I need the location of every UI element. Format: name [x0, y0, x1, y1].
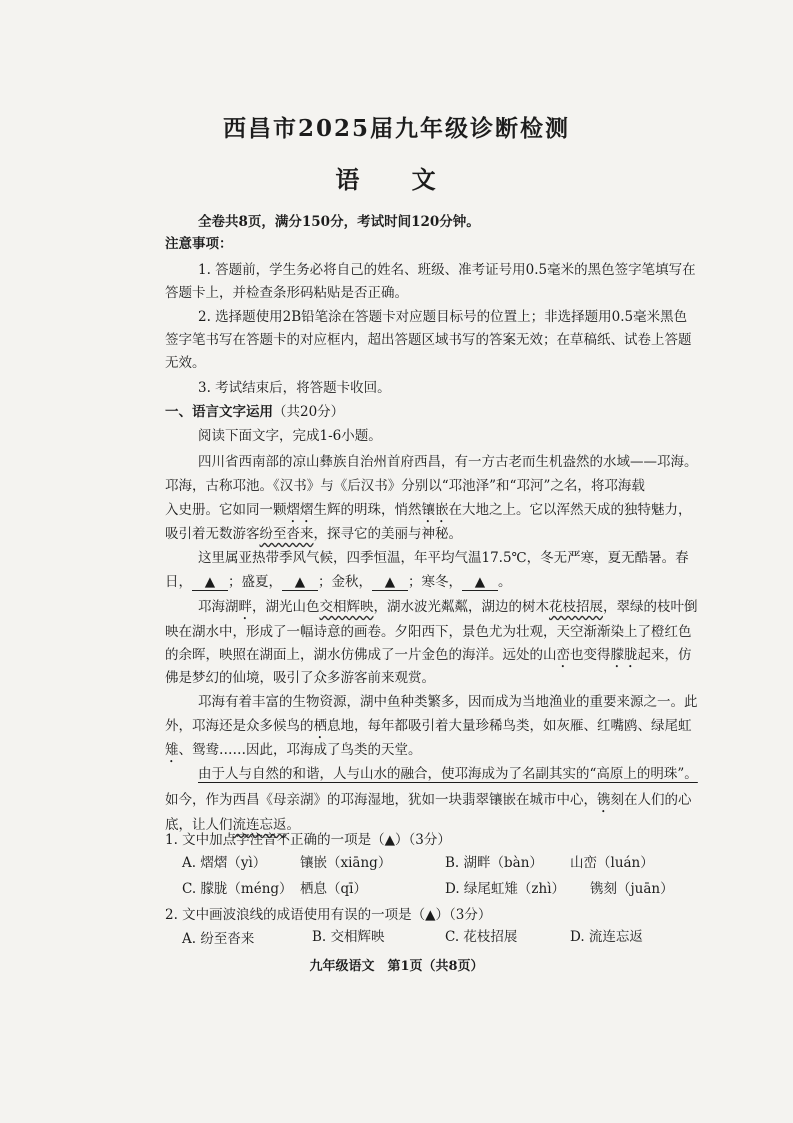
notice-item-2-line-3: 无效。	[165, 355, 206, 371]
notice-item-3: 3. 考试结束后，将答题卡收回。	[198, 380, 391, 396]
passage-p3-line-4: 佛是梦幻的仙境，吸引了众多游客前来观赏。	[165, 670, 435, 686]
q2-option-a: A. 纷至沓来	[182, 931, 255, 947]
text-span: 刻在人们的心	[610, 792, 692, 808]
section-1-score: （共20分）	[273, 404, 345, 420]
text-span: ；盛夏，	[228, 574, 282, 590]
exam-title: 西昌市2025届九年级诊断检测	[222, 115, 570, 142]
section-1-title: 一、语言文字运用	[165, 404, 273, 420]
text-span: 吸引着无数游客	[165, 526, 260, 542]
text-span: ；寒冬，	[408, 574, 462, 590]
q2-option-d: D. 流连忘返	[570, 929, 643, 945]
text-span: 外，邛海还是众多候鸟的	[165, 718, 314, 734]
section-1-instruction: 阅读下面文字，完成1-6小题。	[198, 428, 382, 444]
answer-blank: ▲	[282, 574, 318, 591]
passage-p5-line-2	[165, 788, 692, 816]
notice-item-2-line-2: 签字笔书写在答题卡的对应框内，超出答题区域书写的答案无效；在草稿纸、试卷上答题	[165, 332, 692, 348]
text-span: 邛海湖	[198, 599, 239, 615]
passage-p2-line-1: 这里属亚热带季风气候，四季恒温，年平均气温17.5℃，冬无严寒，夏无酷暑。春	[198, 550, 689, 566]
text-span: 也变得	[570, 647, 611, 663]
passage-p3-line-2: 映在湖水中，形成了一幅诗意的画卷。夕阳西下，景色尤为壮观，天空渐渐染上了橙红色	[165, 624, 692, 640]
text-span: 如今，作为西昌《母亲湖》的邛海湿地，犹如一块翡翠镶嵌在城市中心，	[165, 792, 597, 808]
passage-p1-line-2: 邛海，古称邛池。《汉书》与《后汉书》分别以“邛池泽”和“邛河”之名，将邛海载	[165, 478, 645, 494]
passage-p5-line-1: 由于人与自然的和谐，人与山水的融合，使邛海成为了名副其实的“高原上的明珠”。	[198, 766, 698, 782]
dotted-word: 畔	[238, 599, 252, 615]
text-span: ，翠绿的枝叶倒	[603, 599, 698, 615]
dotted-word: 镌	[597, 792, 611, 808]
page-footer: 九年级语文 第1页（共8页）	[309, 959, 484, 974]
option-text: A. 熠熠（yì）	[182, 855, 267, 871]
text-span: 入史册。它如同一颗	[165, 502, 287, 518]
q1-option-b-second: 山峦（luán）	[570, 855, 654, 871]
passage-p1-line-1: 四川省西南部的凉山彝族自治州首府西昌，有一方古老而生机盎然的水域——邛海。	[198, 454, 698, 470]
passage-p2-line-2	[165, 570, 512, 591]
text-span: 。	[498, 574, 512, 590]
text-span: 生辉的明珠，悄然	[313, 502, 422, 518]
text-span: ，湖光山色	[252, 599, 320, 615]
dotted-word: 峦	[556, 647, 570, 663]
text-span: 日，	[165, 574, 192, 590]
question-2-stem: 2. 文中画波浪线的成语使用有误的一项是（▲）（3分）	[165, 907, 492, 923]
section-1-heading	[165, 400, 344, 420]
notice-heading: 注意事项：	[165, 236, 233, 252]
text-span: ；金秋，	[318, 574, 372, 590]
q2-option-c: C. 花枝招展	[445, 929, 518, 945]
q1-option-b: B. 湖畔（bàn）	[445, 855, 543, 871]
dotted-word: 栖	[313, 718, 327, 734]
answer-blank: ▲	[462, 574, 498, 591]
q1-option-d: D. 绿尾虹雉（zhì）	[445, 881, 566, 897]
text-span: 息地，每年都吸引着大量珍稀鸟类，如灰雁、红嘴鸥、绿尾虹	[327, 718, 692, 734]
exam-summary: 全卷共8页，满分150分，考试时间120分钟。	[198, 214, 480, 230]
wavy-idiom: 纷至沓来	[259, 526, 314, 542]
notice-item-2-line-1: 2. 选择题使用2B铅笔涂在答题卡对应题目标号的位置上；非选择题用0.5毫米黑色	[198, 309, 688, 325]
subject-title: 语 文	[335, 165, 458, 194]
text-span: 的余晖，映照在湖面上，湖水仿佛成了一片金色的海洋。远处的山	[165, 647, 557, 663]
dotted-word: 熠熠	[286, 502, 314, 518]
dotted-word: 雉	[165, 742, 179, 758]
text-span: 底，让人们	[165, 817, 233, 833]
wavy-idiom: 交相辉映	[319, 599, 374, 615]
text-span: 在大地之上。它以浑然天成的独特魅力，	[448, 502, 692, 518]
answer-blank: ▲	[372, 574, 408, 591]
passage-p1-line-4	[165, 522, 462, 542]
wavy-idiom: 花枝招展	[549, 599, 603, 615]
q1-option-a	[182, 851, 266, 871]
q1-option-a-second: 镶嵌（xiāng）	[300, 855, 392, 871]
text-span: 起来，仿	[637, 647, 692, 663]
notice-item-1-line-1: 1. 答题前，学生务必将自己的姓名、班级、准考证号用0.5毫米的黑色签字笔填写在	[198, 262, 696, 278]
text-span: 。	[286, 817, 300, 833]
text-span: ，探寻它的美丽与神秘。	[313, 526, 462, 542]
passage-p4-line-1: 邛海有着丰富的生物资源，湖中鱼种类繁多，因而成为当地渔业的重要来源之一。此	[198, 694, 698, 710]
notice-item-1-line-2: 答题卡上，并检查条形码粘贴是否正确。	[165, 285, 408, 301]
dotted-word: 镶嵌	[421, 502, 449, 518]
q1-option-c: C. 朦胧（méng）	[182, 881, 293, 897]
wavy-idiom: 流连忘返	[232, 817, 287, 833]
q1-option-c-second: 栖息（qī）	[300, 881, 367, 897]
q1-option-d-second: 镌刻（juān）	[590, 881, 674, 897]
dotted-word: 朦胧	[610, 647, 638, 663]
text-span: 、鸳鸯……因此，邛海成了鸟类的天堂。	[178, 742, 422, 758]
text-span: ，湖水波光粼粼，湖边的树木	[373, 599, 549, 615]
answer-blank: ▲	[192, 574, 228, 591]
passage-p3-line-1	[198, 595, 698, 623]
question-1-stem: 1. 文中加点字注音不正确的一项是（▲）（3分）	[165, 832, 451, 848]
q2-option-b: B. 交相辉映	[312, 929, 385, 945]
